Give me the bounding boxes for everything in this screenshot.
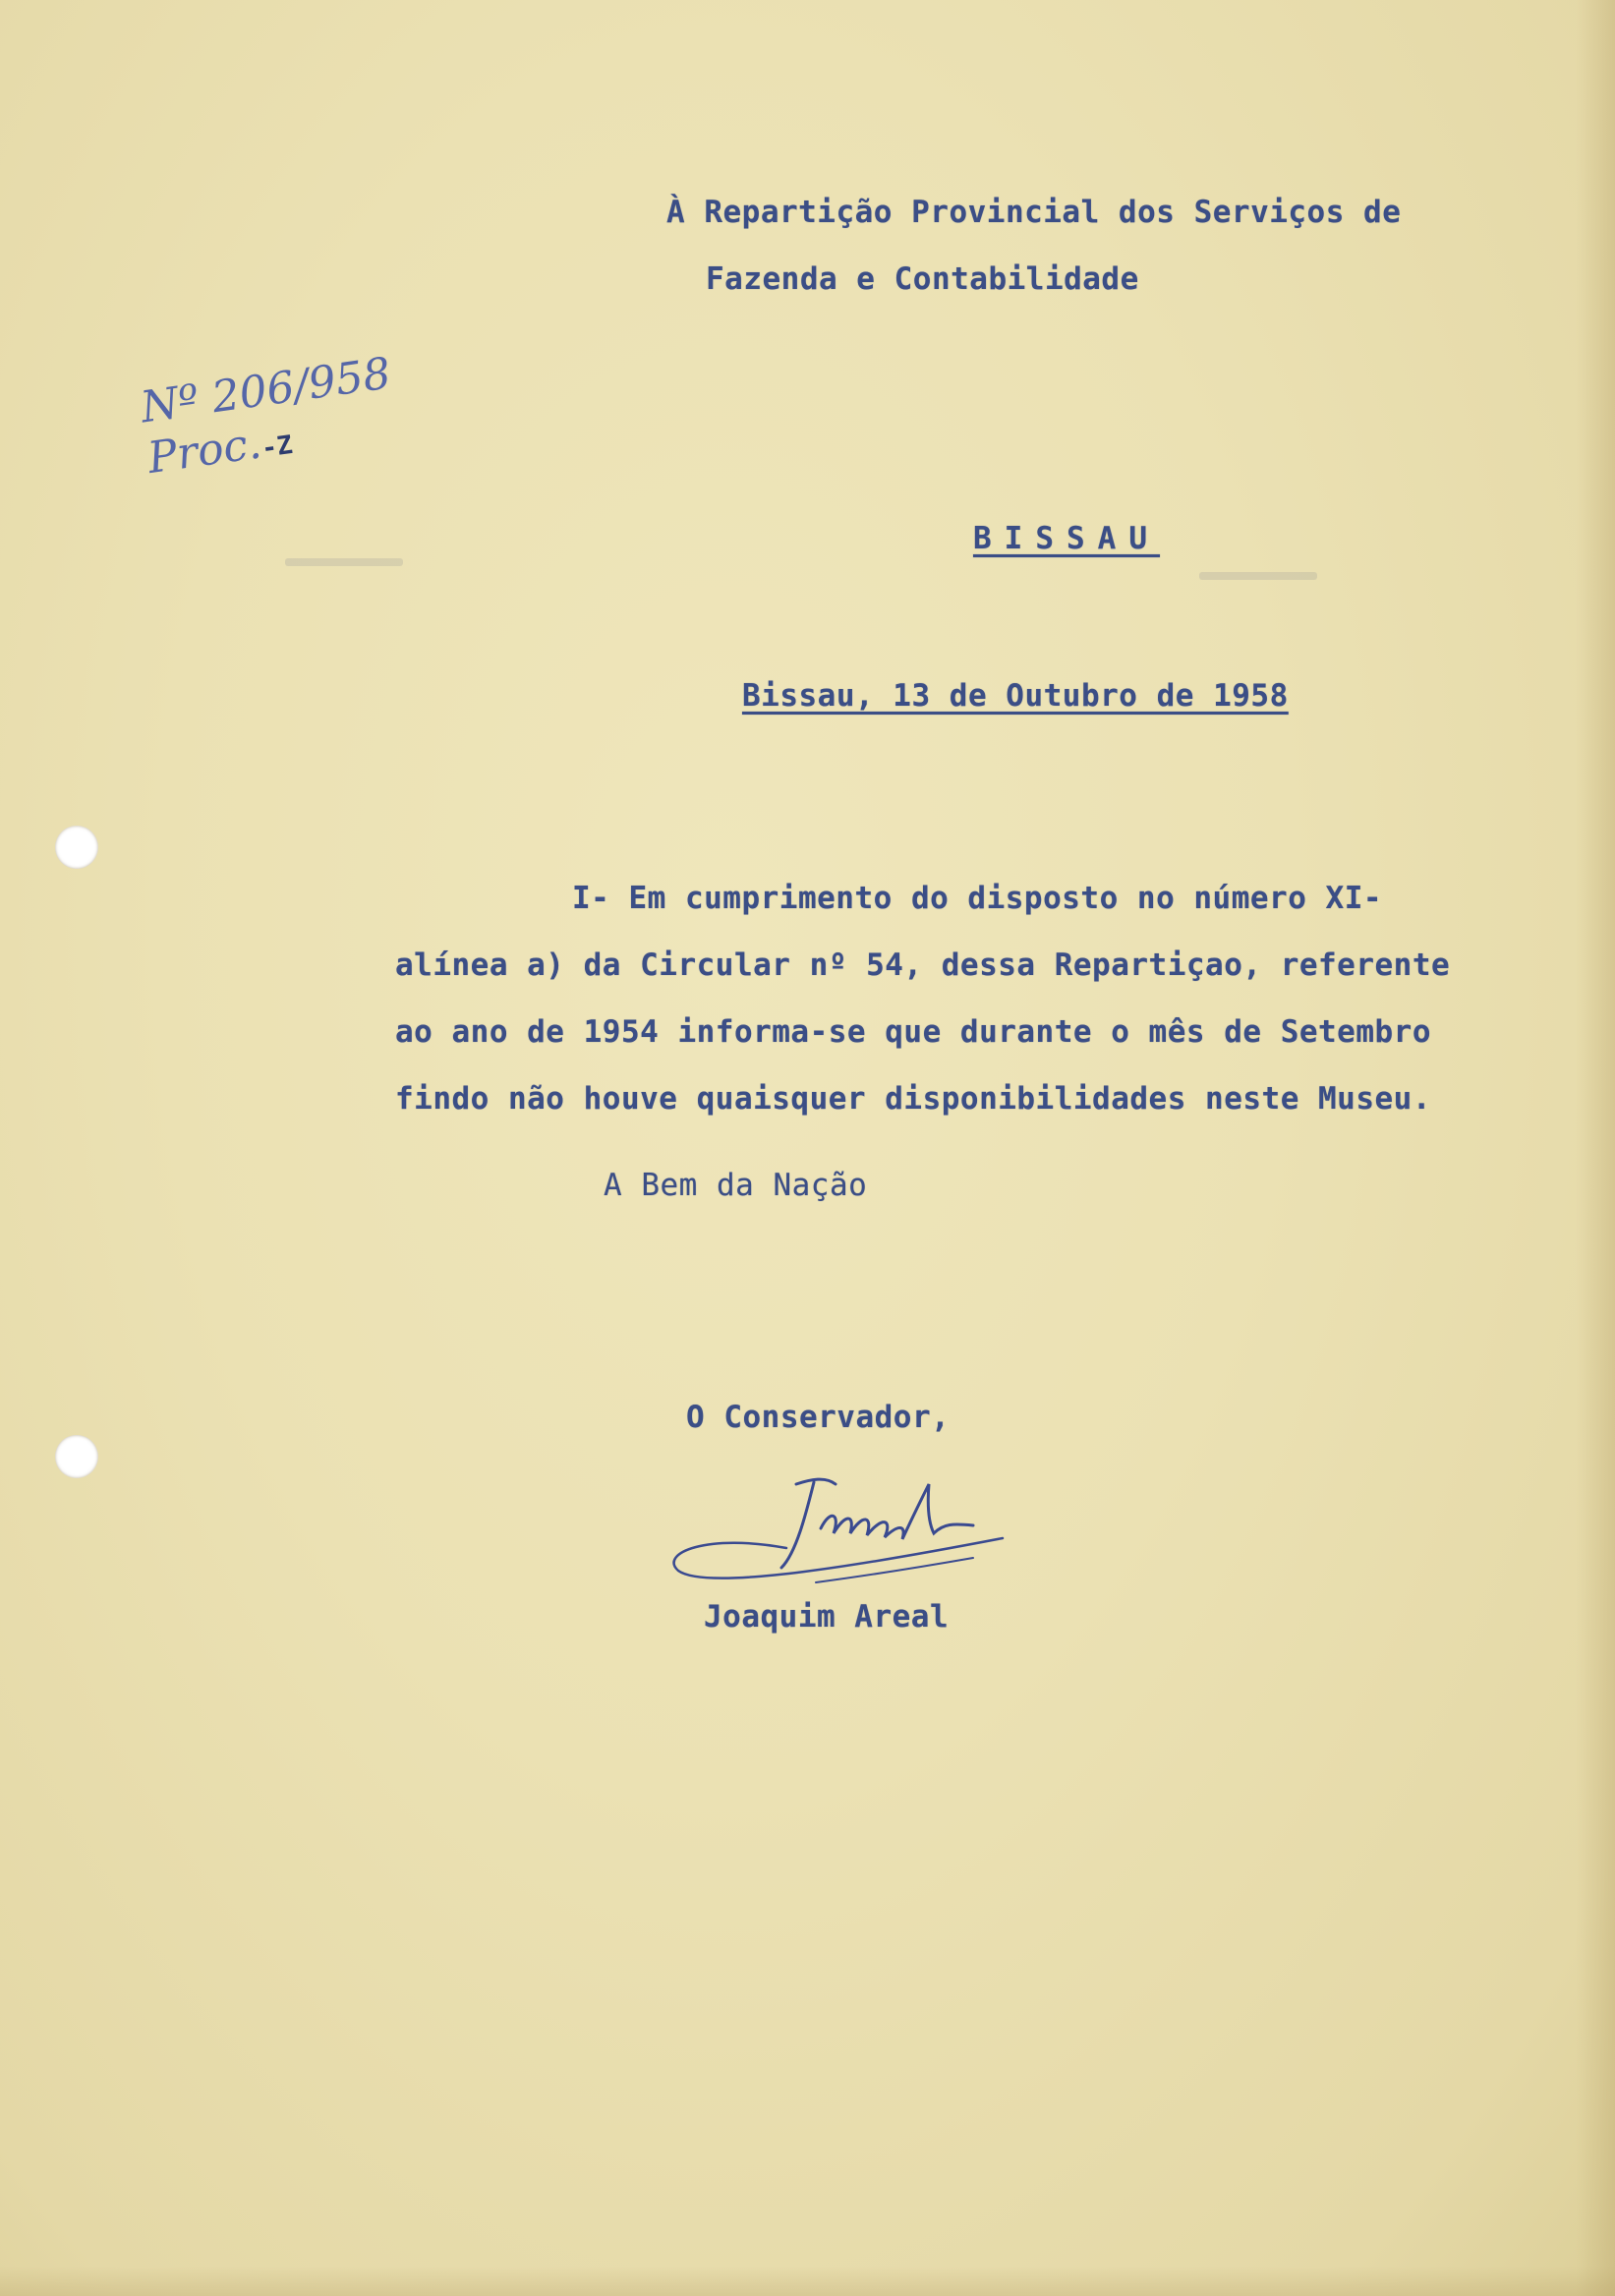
addressee-line-2: Fazenda e Contabilidade bbox=[706, 261, 1139, 297]
handwritten-reference bbox=[138, 348, 402, 490]
paper-edge-shadow bbox=[1576, 0, 1615, 2296]
punch-hole-top bbox=[55, 826, 98, 869]
ink-smudge bbox=[285, 558, 403, 566]
body-line: alínea a) da Circular nº 54, dessa Repartiçao, referente bbox=[395, 947, 1451, 983]
body-line: findo não houve quaisquer disponibilidades neste Museu. bbox=[395, 1081, 1431, 1117]
signatory-name: Joaquim Areal bbox=[704, 1599, 950, 1635]
handwritten-proc: Proc. bbox=[144, 418, 264, 484]
handwritten-ref-number: Nº 206/958 bbox=[138, 348, 394, 433]
typed-ref-suffix: -Z bbox=[260, 430, 295, 464]
letter-date: Bissau, 13 de Outubro de 1958 bbox=[742, 678, 1289, 714]
body-line: I- Em cumprimento do disposto no número XI- bbox=[572, 881, 1383, 916]
body-line: ao ano de 1954 informa-se que durante o mês de Setembro bbox=[395, 1014, 1431, 1050]
addressee-line-1: À Repartição Provincial dos Serviços de bbox=[666, 195, 1402, 230]
punch-hole-bottom bbox=[55, 1435, 98, 1478]
ink-smudge bbox=[1199, 572, 1317, 580]
paper-bottom-shadow bbox=[0, 2267, 1615, 2296]
handwritten-signature bbox=[649, 1455, 1022, 1602]
city-heading: BISSAU bbox=[973, 521, 1160, 556]
closing-salutation: A Bem da Nação bbox=[604, 1168, 868, 1203]
signatory-title: O Conservador, bbox=[686, 1400, 951, 1435]
letter-body bbox=[395, 865, 1496, 1132]
